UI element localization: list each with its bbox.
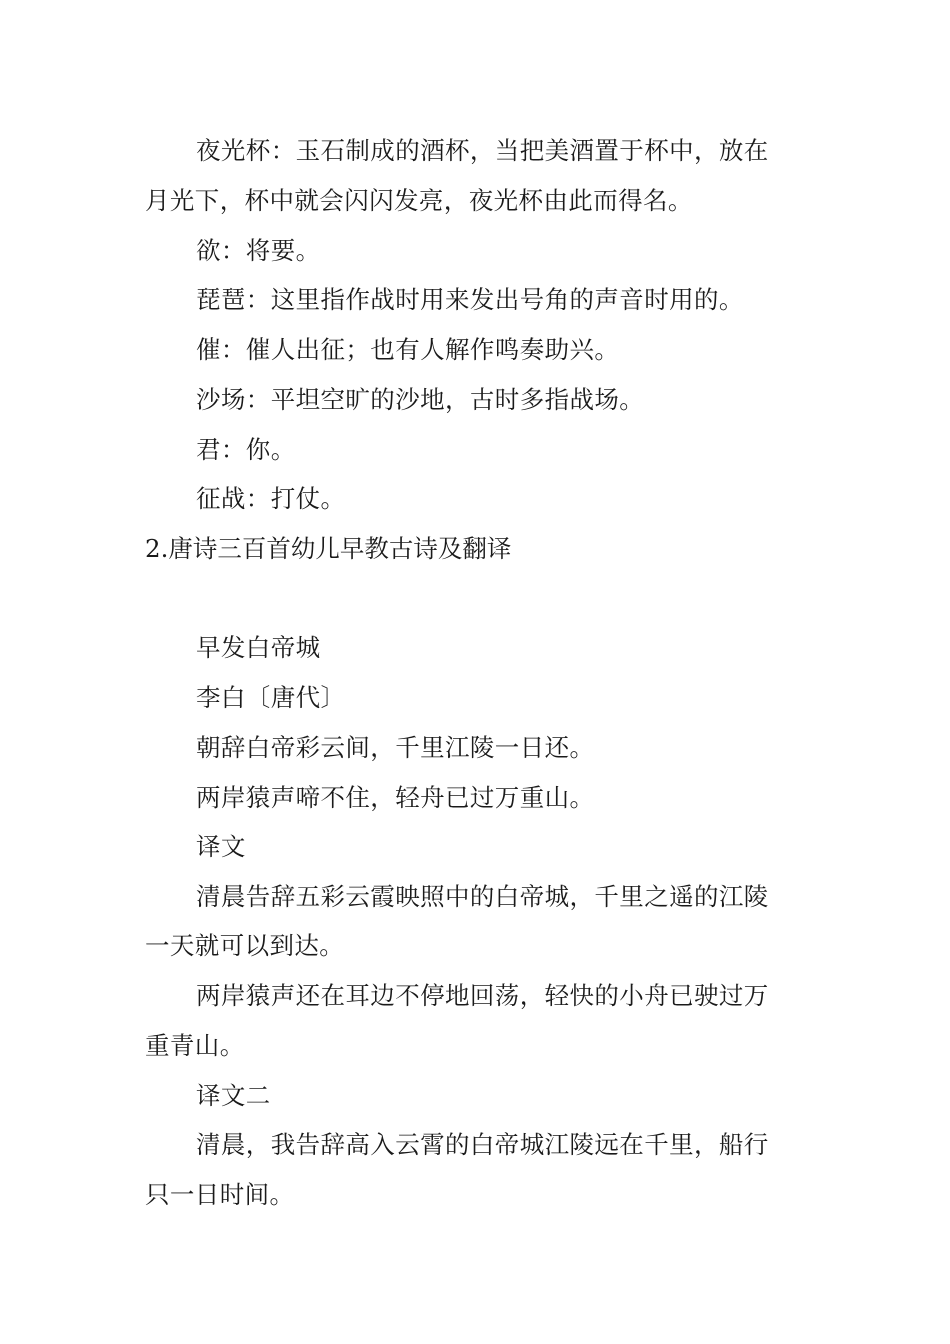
- poem-author: 李白〔唐代〕: [196, 683, 346, 712]
- paragraph-line: 夜光杯：玉石制成的酒杯，当把美酒置于杯中，放在: [196, 136, 769, 165]
- section-heading: 2.唐诗三百首幼儿早教古诗及翻译: [145, 534, 512, 563]
- paragraph-line: 沙场：平坦空旷的沙地，古时多指战场。: [196, 385, 645, 414]
- paragraph-line: 月光下，杯中就会闪闪发亮，夜光杯由此而得名。: [145, 186, 693, 215]
- paragraph-line: 君：你。: [196, 435, 296, 464]
- paragraph-line: 一天就可以到达。: [145, 931, 345, 960]
- subheading: 译文二: [196, 1081, 271, 1110]
- poem-title: 早发白帝城: [196, 633, 321, 662]
- paragraph-line: 催：催人出征；也有人解作鸣奏助兴。: [196, 335, 620, 364]
- paragraph-line: 清晨告辞五彩云霞映照中的白帝城，千里之遥的江陵: [196, 882, 769, 911]
- subheading: 译文: [196, 832, 246, 861]
- paragraph-line: 清晨，我告辞高入云霄的白帝城江陵远在千里，船行: [196, 1130, 769, 1159]
- paragraph-line: 琵琶：这里指作战时用来发出号角的声音时用的。: [196, 285, 744, 314]
- poem-verse: 朝辞白帝彩云间，千里江陵一日还。: [196, 733, 595, 762]
- poem-verse: 两岸猿声啼不住，轻舟已过万重山。: [196, 783, 595, 812]
- paragraph-line: 重青山。: [145, 1031, 245, 1060]
- paragraph-line: 欲：将要。: [196, 236, 321, 265]
- paragraph-line: 征战：打仗。: [196, 484, 346, 513]
- paragraph-line: 只一日时间。: [145, 1180, 295, 1209]
- paragraph-line: 两岸猿声还在耳边不停地回荡，轻快的小舟已驶过万: [196, 981, 769, 1010]
